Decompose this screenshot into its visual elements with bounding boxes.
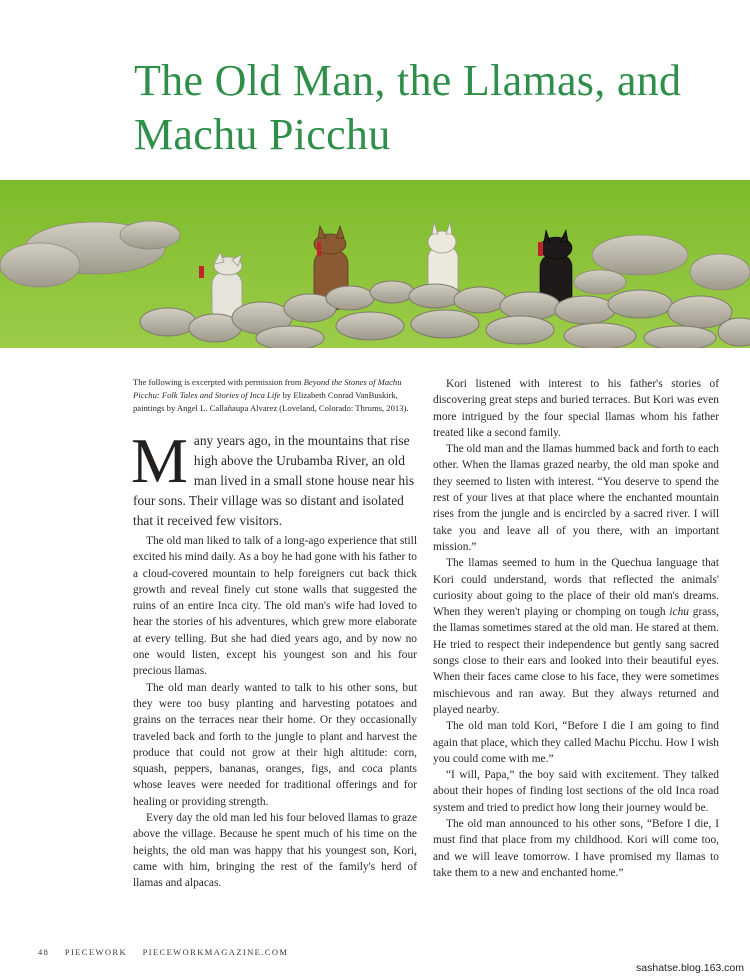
paragraph: “I will, Papa,” the boy said with excitement. They talked about their hopes of finding lost sections of the old Inca road system and tried to predict how long their journey would be. — [433, 769, 719, 814]
paragraph: The old man announced to his other sons, “Before I die, I must find that place from my childhood. Kori will come too, and we will leave tomorrow. I have promised my llamas to take them to a new and enchanted home.” — [433, 818, 719, 879]
page-footer — [38, 947, 300, 957]
paragraph: The old man told Kori, “Before I die I am going to find again that place, which they called Machu Picchu. How I wish you could come with me.” — [433, 720, 719, 765]
watermark: sashatse.blog.163.com — [628, 959, 750, 978]
book-title: Beyond the Stones of Machu Picchu: Folk Tales and Stories of Inca Life — [133, 377, 402, 400]
paragraph: Kori listened with interest to his father's stories of discovering great steps and buried terraces. But Kori was even more intrigued by the four special llamas whom his father treated like a second family. — [433, 378, 719, 439]
left-column — [133, 376, 417, 892]
paragraph: The old man liked to talk of a long-ago experience that still excited his mind daily. As a boy he had gone with his father to a cloud-covered mountain to help foreigners cut back thick growth and reveal finely cut stone walls that suggested the ruins of an entire Inca city. The old man's wife had loved to hear the stories of his adventures, which grew more elaborate at every telling. But she had died years ago, and by now no one would listen, except his youngest son and his four precious llamas. — [133, 535, 417, 678]
article-title: The Old Man, the Llamas, and Machu Picchu — [134, 56, 682, 159]
paragraph: The llamas seemed to hum in the Quechua language that Kori could understand, words that reflected the animals' curiosity about going to the place of their old man's dreams. When they weren't playing or chomping on tough ichu grass, the llamas sometimes stared at the old man. He stared at them. He tried to respect their independence but gently sang sacred songs close to their ears and looked into their beautiful eyes. When their faces came close to his face, they were sometimes mischievous and ran away. But they always returned and played nearby. — [433, 557, 720, 716]
magazine-website: PIECEWORKMAGAZINE.COM — [142, 947, 289, 957]
page-number: 48 — [38, 947, 50, 957]
llama-painting — [0, 180, 750, 348]
paragraph: The old man dearly wanted to talk to his other sons, but they were too busy planting and harvesting potatoes and grains on the terraces near their home. Or they occasionally traveled back and forth to the jungle to plant and harvest the produce that could not grow at their high altitude: corn, squash, peppers, bananas, oranges, figs, and coca plants whose leaves were needed for traditional offerings and for healing or providing strength. — [133, 681, 417, 808]
intro-note: The following is excerpted with permission from Beyond the Stones of Machu Picchu: Folk Tales and Stories of Inca Life by Elizabeth Conrad VanBuskirk, paintings by Angel L. Callañaupa Alvarez (Loveland, Colorado: Thrums, 2013). — [133, 377, 409, 413]
right-column — [433, 376, 719, 881]
paragraph: The old man and the llamas hummed back and forth to each other. When the llamas grazed nearby, the old man spoke and they seemed to listen with interest. “You deserve to spend the rest of your lives at that place where the enchanted mountain rises from the jungle and is encircled by a sacred river. I will take you and leave all of you there, with an important mission.” — [433, 443, 719, 553]
lead-paragraph: Many years ago, in the mountains that rise high above the Urubamba River, an old man lived in a small stone house near his four sons. Their village was so distant and isolated that it received few visitors. — [131, 425, 415, 528]
drop-cap: M — [131, 425, 188, 496]
magazine-name: PIECEWORK — [64, 947, 128, 957]
ichu-term: ichu — [669, 606, 689, 619]
paragraph: Every day the old man led his four beloved llamas to graze above the village. Because he spent much of his time on the heights, the old man was happy that his youngest son, Kori, came with him, bringing the rest of the family's herd of llamas and alpacas. — [133, 812, 417, 890]
